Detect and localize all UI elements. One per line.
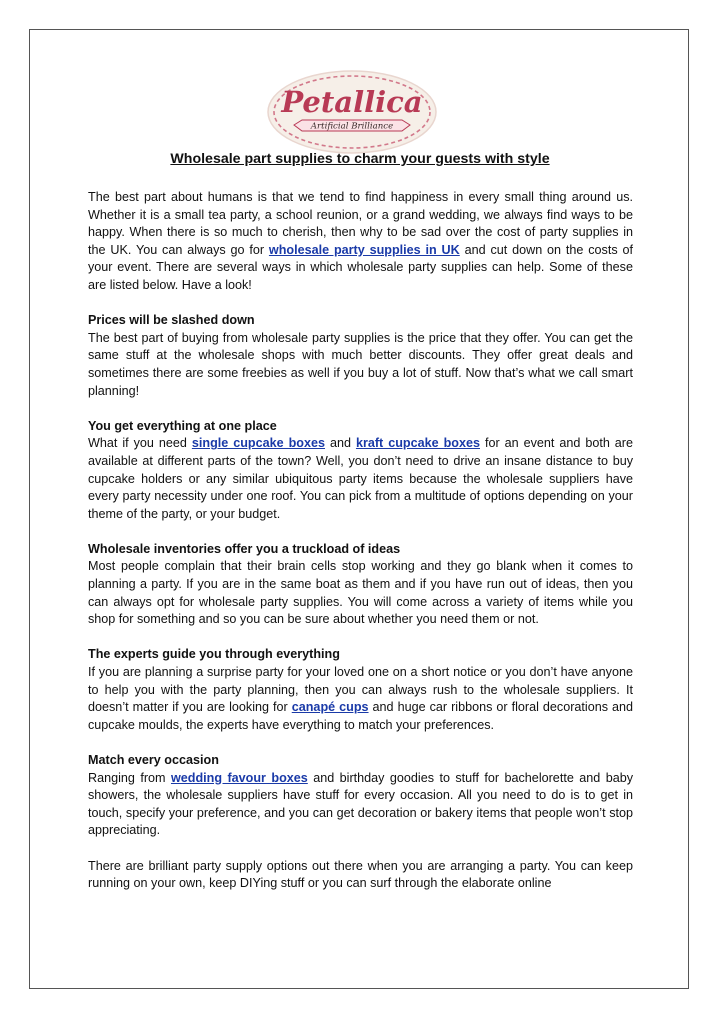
intro-text: The best part about humans is that we tend to find happiness in every small thing around us. Whether it is a small tea party, a school reunion, or a grand wedding, we always find ways to be happy. When there is so much to cherish, then why to be sad over the cost of party supplies in the UK. You can always go for <box>88 190 633 257</box>
section-heading: You get everything at one place <box>88 418 277 433</box>
section-text: for an event and both are available at different parts of the town? Well, you don’t need to drive an insane distance to buy cupcake holders or any similar ubiquitous party items because the wholesale suppliers have every party necessity under one roof. You can pick from a multitude of options depending on your theme of the party, or your budget. <box>88 436 633 521</box>
wholesale-party-supplies-link[interactable]: wholesale party supplies in UK <box>268 242 460 257</box>
logo-brand-text: Petallica <box>281 85 423 119</box>
logo-graphic <box>264 68 440 156</box>
kraft-cupcake-boxes-link[interactable]: kraft cupcake boxes <box>355 436 480 451</box>
intro-paragraph <box>88 189 633 295</box>
wedding-favour-boxes-link[interactable]: wedding favour boxes <box>170 770 308 785</box>
section-text: and birthday goodies to stuff for bachelorette and baby showers, the wholesale suppliers have stuff for every occasion. All you need to do is to get in touch, specify your preference, and you can get decoration or bakery items that people won’t stop appreciating. <box>88 770 633 838</box>
section-heading: Wholesale inventories offer you a truckload of ideas <box>88 541 401 556</box>
canape-cups-link[interactable]: canapé cups <box>291 700 369 715</box>
document-title: Wholesale part supplies to charm your guests with style <box>170 151 550 167</box>
section-heading: Match every occasion <box>88 753 219 767</box>
petallica-logo <box>264 68 440 156</box>
one-place-section <box>88 418 633 524</box>
prices-section <box>88 312 633 400</box>
section-text: If you are planning a surprise party for your loved one on a short notice or you don’t have anyone to help you with the party planning, then you can always rush to the wholesale suppliers. It doesn’t matter if you are looking for <box>88 665 633 715</box>
section-heading: The experts guide you through everything <box>88 647 340 662</box>
intro-text: and cut down on the costs of your event. There are several ways in which wholesale party supplies can help. Some of these are listed below. Have a look! <box>88 242 633 292</box>
occasion-section <box>88 752 633 840</box>
closing-text: There are brilliant party supply options out there when you are arranging a party. You can keep running on your own, keep DIYing stuff or you can surf through the elaborate online <box>88 858 633 891</box>
section-text: and huge car ribbons or floral decorations and cupcake moulds, the experts have everything to match your preferences. <box>88 700 634 732</box>
inventories-section <box>88 541 633 629</box>
section-text: The best part of buying from wholesale party supplies is the price that they offer. You can get the same stuff at the wholesale shops with much better discounts. They offer great deals and sometimes there are some freebies as well if you buy a lot of stuff. Now that’s what we call smart planning! <box>88 330 633 398</box>
section-heading: Prices will be slashed down <box>88 313 255 328</box>
experts-section <box>88 646 633 734</box>
section-text: What if you need <box>88 436 192 451</box>
document-body <box>88 189 633 910</box>
section-text: and <box>325 436 356 451</box>
section-text: Most people complain that their brain cells stop working and they go blank when it comes to planning a party. If you are in the same boat as them and if you have run out of ideas, then you can always opt for wholesale party supplies. You will come across a variety of items while you shop for something and so you can be sure about whether you need them or not. <box>88 559 633 627</box>
section-text: Ranging from <box>88 770 171 785</box>
single-cupcake-boxes-link[interactable]: single cupcake boxes <box>191 436 325 451</box>
logo-tagline-text: Artificial Brilliance <box>310 121 394 132</box>
closing-paragraph <box>88 858 633 893</box>
